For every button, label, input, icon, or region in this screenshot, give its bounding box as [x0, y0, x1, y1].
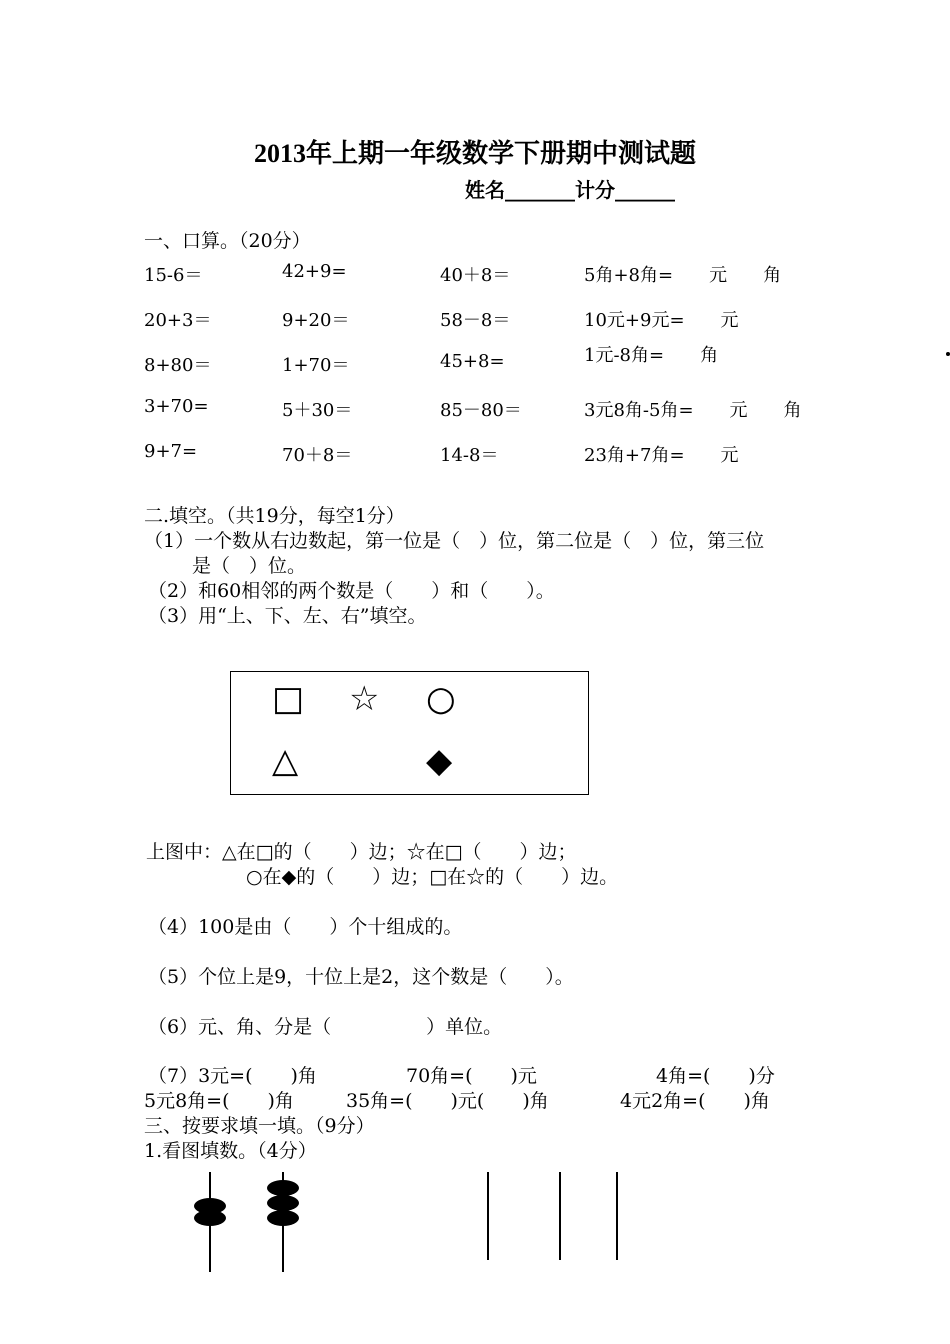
question-1-line1: （1）一个数从右边数起，第一位是（ ）位，第二位是（ ）位，第三位 [144, 530, 765, 552]
triangle-icon: △ [272, 741, 299, 781]
question-7-d: 5元8角=( )角 [144, 1090, 294, 1112]
calc-item: 42+9= [282, 261, 347, 282]
abacus-bead [267, 1180, 299, 1196]
calc-item: 5角+8角= 元 角 [584, 265, 782, 286]
calc-item: 9+20＝ [282, 310, 350, 331]
question-7-e: 35角=( )元( )角 [346, 1090, 549, 1112]
section1-heading: 一、口算。（20分） [144, 230, 311, 252]
question-1-line2: 是（ ）位。 [192, 555, 307, 577]
calc-item: 1元-8角= 角 [584, 345, 719, 366]
calc-item: 9+7= [144, 441, 198, 462]
calc-item: 70＋8＝ [282, 445, 353, 466]
question-4: （4）100是由（ ）个十组成的。 [148, 916, 463, 938]
abacus-bead [267, 1210, 299, 1226]
square-icon: □ [272, 679, 305, 719]
diamond-icon: ◆ [426, 741, 453, 781]
circle-icon: ○ [426, 679, 456, 719]
calc-item: 10元+9元= 元 [584, 310, 739, 331]
question-3: （3）用“上、下、左、右”填空。 [148, 605, 427, 627]
section3-sub1: 1.看图填数。（4分） [144, 1140, 317, 1162]
question-6: （6）元、角、分是（ ）单位。 [148, 1016, 503, 1038]
calc-item: 45+8= [440, 351, 505, 372]
stray-dot [946, 352, 950, 356]
question-7-c: 4角=( )分 [656, 1065, 775, 1087]
calc-item: 3元8角-5角= 元 角 [584, 400, 802, 421]
calc-item: 1+70＝ [282, 355, 350, 376]
question-5: （5）个位上是9，十位上是2，这个数是（ ）。 [148, 966, 574, 988]
question-3-a: 上图中：△在□的（ ）边；☆在□（ ）边； [146, 841, 577, 863]
section2-heading: 二.填空。（共19分，每空1分） [144, 505, 405, 527]
section3-heading: 三、按要求填一填。（9分） [144, 1115, 375, 1137]
abacus-rod [616, 1172, 618, 1260]
question-7-f: 4元2角=( )角 [620, 1090, 770, 1112]
calc-item: 14-8＝ [440, 445, 499, 466]
calc-item: 20+3＝ [144, 310, 212, 331]
abacus-rod [559, 1172, 561, 1260]
calc-item: 40＋8＝ [440, 265, 511, 286]
abacus-rod [487, 1172, 489, 1260]
calc-item: 23角+7角= 元 [584, 445, 739, 466]
calc-item: 85－80＝ [440, 400, 522, 421]
name-score-line: 姓名_______计分______ [465, 178, 675, 202]
question-7-a: （7）3元=( )角 [148, 1065, 317, 1087]
calc-item: 58－8＝ [440, 310, 511, 331]
abacus-bead [194, 1210, 226, 1226]
calc-item: 8+80＝ [144, 355, 212, 376]
question-3-b: ○在◆的（ ）边；□在☆的（ ）边。 [246, 866, 619, 888]
calc-item: 15-6＝ [144, 265, 203, 286]
question-7-b: 70角=( )元 [406, 1065, 537, 1087]
calc-item: 5＋30＝ [282, 400, 353, 421]
question-2: （2）和60相邻的两个数是（ ）和（ ）。 [148, 580, 555, 602]
star-icon: ☆ [349, 679, 380, 719]
abacus-bead [267, 1195, 299, 1211]
calc-item: 3+70= [144, 396, 209, 417]
page-title: 2013年上期一年级数学下册期中测试题 [253, 139, 696, 168]
